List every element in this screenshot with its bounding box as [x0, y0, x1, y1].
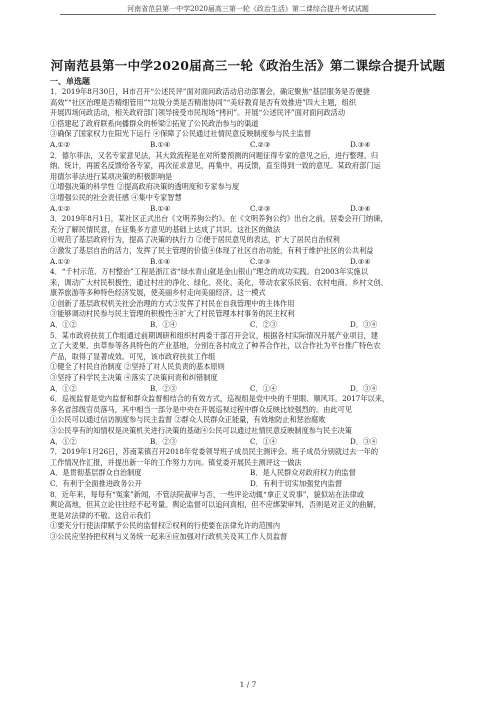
answer-option: B．②③ — [150, 436, 177, 446]
question-text-line: ③增强公民的社会责任感 ④集中专家智慧 — [50, 192, 182, 202]
question-text-line: 2．德尔菲法，又名专家意见法，其大致流程是在对所要预测的问题征得专家的意见之后，进行整理、归 — [50, 150, 379, 160]
answer-options — [50, 437, 450, 448]
question-text-line: ①创新了基层政权机关社会治理的方式②发挥了村民在自我管理中的主体作用 — [50, 298, 295, 308]
answer-option: C.②③ — [250, 256, 271, 266]
question-text-line: 多名省部级官员落马，其中相当一部分是中央在开展巡视过程中群众反映比较强烈的。由此可见 — [50, 404, 352, 414]
question-text-line: ③确保了国家权力在阳光下运行 ④保障了公民通过社情民意反映制度参与民主监督 — [50, 129, 312, 139]
question-2 — [50, 151, 450, 215]
answer-options — [50, 204, 450, 215]
answer-option: A．是贯彻基层群众自治制度 — [50, 468, 142, 478]
question-text-line: ①搭建起了政府联系向播群众的桥梁②拓宽了公民政治参与的渠道 — [50, 118, 259, 128]
answer-option: A.①② — [50, 203, 71, 213]
answer-options — [50, 257, 450, 268]
question-text-line: 8．近年来，每每有“冤案”新闻，不管法院裁审与否，一些评论动辄“拿正义说事”，貌似站在法律或 — [50, 489, 364, 499]
question-text-line: 产品，取得了显著成效。可见，该市政府扶贫工作组 — [50, 351, 216, 361]
question-text-line: ③能够调动村民参与民主管理的积极性④扩大了村民管理本村事务的民主权利 — [50, 309, 295, 319]
document-title: 河南范县第一中学2020届高三一轮《政治生活》第二课综合提升试题 — [50, 58, 446, 73]
answer-option: C.②③ — [250, 203, 271, 213]
question-text-line: ①规范了基层政府行为，提高了决策的执行力 ②便于居民意见的表达，扩大了居民自治权利 — [50, 235, 340, 245]
question-text-line: 充分了解民情民意，在征集多方意见的基础上达成了共识。这社区的做法 — [50, 224, 281, 234]
question-text-line: 5．某市政府扶贫工作组通过前期调研和组织村两委干部召开会议，根据各村实际情况开展产业项目，建 — [50, 330, 379, 340]
question-text-line: 康养旅游等多种特色经济发展，使美丽乡村走向美丽经济。这一模式 — [50, 288, 266, 298]
question-text-line: ①健全了村民自治制度 ②坚持了对人民负责的基本原则 — [50, 362, 225, 372]
question-text-line: ①公民可以通过信访制度参与民主监督 ②群众人民群众正能量，有效地防止和惩治腐败 — [50, 415, 326, 425]
answer-options — [50, 320, 450, 331]
question-text-line: 3．2019年8月1日，某社区正式出台《文明养狗公约》。在《文明养狗公约》出台之前，居委会开门纳谏， — [50, 214, 388, 224]
question-text-line: 4．“千村示范、万村整治”工程是浙江省“绿水青山就是金山银山”理念的成功实践。自2003年实施以 — [50, 267, 368, 277]
question-text-line: 7．2019年1月26日，苏南某镇召开2018年党委领导班子成员民主测评会。班子成员分别就过去一年的 — [50, 447, 379, 457]
question-text-line: ③激发了基层自治的活力，发挥了民主管理的价值④体现了社区自治功能，有利于维护社区的公共利益 — [50, 245, 374, 255]
question-4 — [50, 267, 450, 331]
answer-options — [50, 140, 450, 151]
question-text-line: ①要充分行使法律赋予公民的监督权②权利的行使要在法律允许的范围内 — [50, 521, 281, 531]
answer-options — [50, 384, 450, 395]
answer-option: B.①④ — [150, 256, 171, 266]
answer-option: D．③④ — [350, 320, 378, 330]
question-text-line: 6．巡视监督是党内监督和群众监督相结合的有效方式，巡视组是党中央的千里眼、顺风耳。2017年以来， — [50, 394, 390, 404]
answer-option: B.①④ — [150, 203, 171, 213]
answer-option: D．③④ — [350, 383, 378, 393]
question-6 — [50, 394, 450, 447]
answer-option: B.①④ — [150, 139, 171, 149]
answer-option: A．①② — [50, 383, 77, 393]
question-text-line: 舆论高地，但其立论往往经不起考量。舆论监督可以追问真相，但不应绑架审判，否则是对正义的曲解， — [50, 500, 381, 510]
answer-option: D．③④ — [350, 436, 378, 446]
question-text-line: 更是对法律的不敬。这启示我们 — [50, 510, 151, 520]
question-3 — [50, 214, 450, 267]
question-5 — [50, 331, 450, 395]
question-text-line: ③公民应坚持把权利与义务统一起来④应加强对行政机关及其工作人员监督 — [50, 531, 288, 541]
page-number: 1 / 7 — [239, 680, 257, 689]
answer-option: A．①② — [50, 320, 77, 330]
section-heading: 一、单选题 — [50, 76, 90, 86]
header-rule — [60, 14, 436, 15]
question-text-line: 用德尔菲法进行某项决策的积极影响是 — [50, 171, 173, 181]
answer-option: C．①④ — [250, 383, 278, 393]
answer-option: D.③④ — [350, 203, 371, 213]
answer-option: C．②③ — [250, 320, 278, 330]
answer-option: C.②③ — [250, 139, 271, 149]
question-text-line: 开展四场问政活动，相关政府部门领导接受市民现场“拷问”。开展“公述民评”面对面问政活动 — [50, 108, 346, 118]
answer-option: C．①④ — [250, 436, 278, 446]
answer-option: B．②③ — [150, 383, 177, 393]
question-text-line: 来，调动广大村民积极性，通过村庄的净化、绿化、亮化、美化，带动农家乐民宿、农村电商、乡村文创、 — [50, 277, 388, 287]
answer-option: B．是人民群众对政府权力的监督 — [250, 468, 356, 478]
answer-option: B．①④ — [150, 320, 177, 330]
question-text-line: ③坚持了科学民主决策 ④落实了决策问责和纠错制度 — [50, 373, 218, 383]
answer-option: A．①② — [50, 436, 77, 446]
answer-options — [50, 468, 450, 479]
question-1 — [50, 87, 450, 151]
answer-option: D.③④ — [350, 256, 371, 266]
question-text-line: 纳、统计，再匿名反馈给各专家，再次征求意见，再集中，再反馈，直至得到一致的意见。某政府部门运 — [50, 161, 381, 171]
answer-option: D.③④ — [350, 139, 371, 149]
answer-option: A.①② — [50, 256, 71, 266]
answer-option: A.①② — [50, 139, 71, 149]
question-text-line: ①增强决策的科学性 ②提高政府决策的透明度和专家参与度 — [50, 182, 240, 192]
question-text-line: 工作情况作汇报，并提出新一年的工作努力方向。镇党委开展民主测评这一做法 — [50, 457, 302, 467]
answer-option: D．有利于切实加强党内监督 — [250, 478, 343, 488]
question-7 — [50, 447, 450, 489]
answer-option: C．有利于全面推进政务公开 — [50, 478, 142, 488]
running-header: 河南省范县第一中学2020届高三第一轮《政治生活》第二课综合提升考试试题 — [127, 5, 369, 13]
question-text-line: 高效”“社区治理是否精细管用”“垃圾分类是否精准协同”“美好教育是否有效推进”四大主题，组织 — [50, 97, 357, 107]
question-text-line: 1．2019年8月30日，H市召开“公述民评”面对面问政活动启动部署会，确定聚焦“基层服务是否便捷 — [50, 87, 370, 96]
question-list — [50, 87, 450, 543]
question-text-line: ③公民享有的知情权是决策机关进行决策的基础④公民可以通过社情民意反映制度参与民主决策 — [50, 426, 352, 435]
answer-options — [50, 479, 450, 490]
question-8 — [50, 490, 450, 543]
question-text-line: 立了大麦果、虫草参等各具特色的产业基地，分别在各村成立了种养合作社，以合作社为平台推广特色农 — [50, 341, 381, 351]
